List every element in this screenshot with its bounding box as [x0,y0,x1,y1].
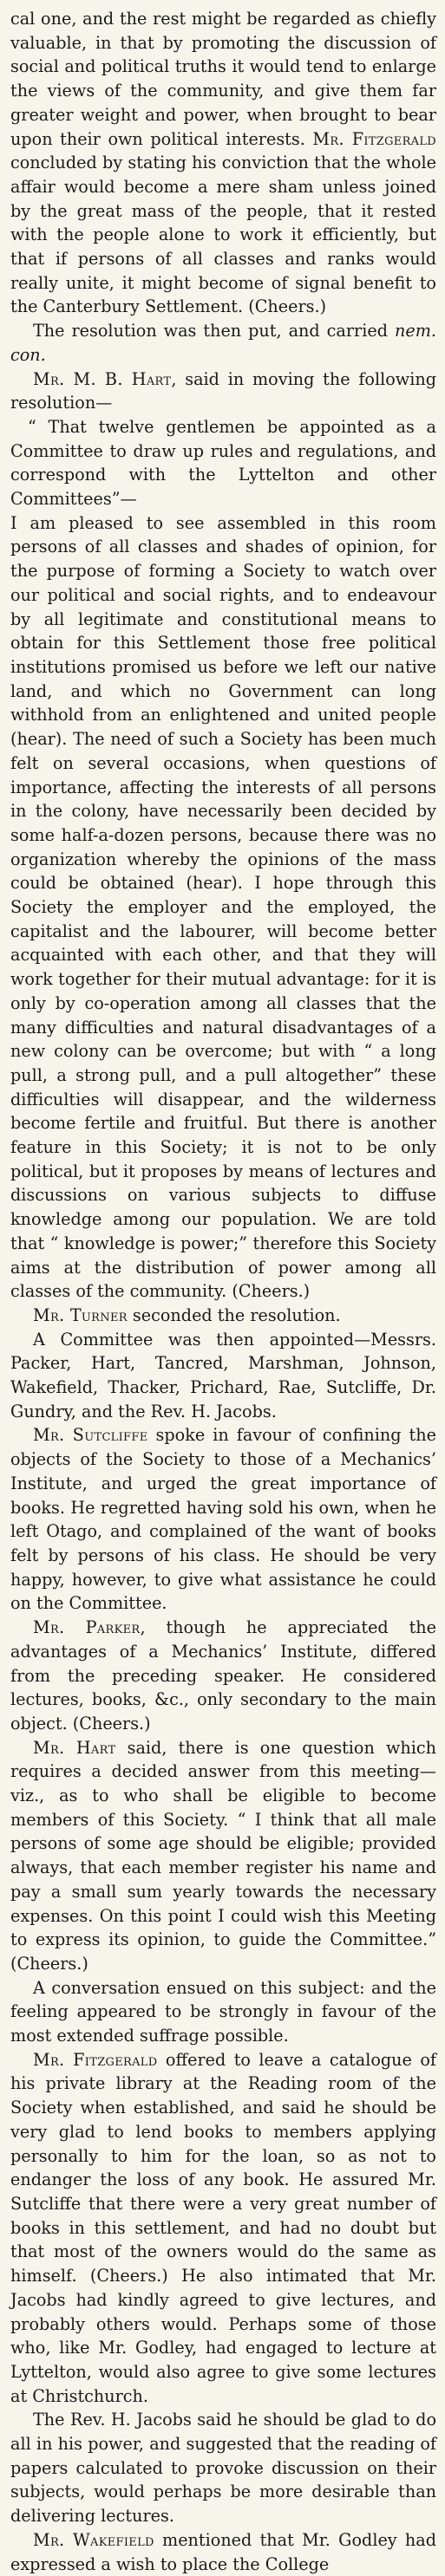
speaker-name: Mr. Fitzgerald [33,2049,158,2070]
paragraph-hart-moving [10,368,436,415]
text-run: I am pleased to see assembled in this room persons of all classes and shades of opinion, for the purpose of forming a Society to watch over our political and social rights, and to endeavour by all legitimate and constitutional means to obtain for this Settlement those free political institutions promised us before we left our native land, and which no Government can long withhold from an enlightened and united people (hear). The need of such a Society has been much felt on several occasions, when questions of importance, affecting the interests of all persons in the colony, have necessarily been decided by some half-a-dozen persons, because there was no organization whereby the opinions of the mass could be obtained (hear). I hope through this Society the employer and the employed, the capitalist and the labourer, will become better acquainted with each other, and that they will work together for their mutual advantage: for it is only by co-operation among all classes that the many difficulties and natural disadvantages of a new colony can be overcome; but with “ a long pull, a strong pull, and a pull altogether” these difficulties will disappear, and the wilderness become fertile and fruitful. But there is another feature in this Society; it is not to be only political, but it proposes by means of lectures and discussions on various subjects to diffuse knowledge among our population. We are told that “ knowledge is power;” therefore this Society aims at the distribution of power among all classes of the community. (Cheers.) [10,512,436,1302]
speaker-name: Mr. Wakefield [33,2529,154,2550]
paragraph-hart-eligibility [10,1736,436,1976]
paragraph-fitzgerald-conclusion [10,7,436,319]
text-run: “ That twelve gentlemen be appointed as a Committee to draw up rules and regulations, and correspond with the Lyttelton and other Committees”— [10,416,436,510]
text-run: mentioned that Mr. Godley had expressed a wish to place the College [10,2529,437,2574]
speaker-name: Mr. M. B. Hart [33,368,172,389]
text-run: , said in moving the following resolution— [10,368,436,413]
text-run: spoke in favour of confining the objects of the Society to those of a Mechanics’ Institute, and urged the great importance of books. He regretted having sold his own, when he left Otago, and complained of the want of books felt by persons of his class. He should be very happy, however, to give what assistance he could on the Committee. [10,1425,436,1614]
paragraph-motion-quote [10,415,436,511]
text-run: The Rev. H. Jacobs said he should be glad to do all in his power, and suggested that the reading of papers calculated to provoke discussion on their subjects, would perhaps be more desirable than delivering lectures. [10,2410,436,2527]
text-run: A Committee was then appointed—Messrs. Packer, Hart, Tancred, Marshman, Johnson, Wakefield, Thacker, Prichard, Rae, Sutcliffe, Dr. Gundry, and the Rev. H. Jacobs. [10,1329,436,1421]
text-run: offered to leave a catalogue of his private library at the Reading room of the Society when established, and said he should be very glad to lend books to members applying personally to him for the loan, so as not to endanger the loss of any book. He assured Mr. Sutcliffe that there were a very great number of books in this settlement, and had no doubt but that most of the owners would do the same as himself. (Cheers.) He also intimated that Mr. Jacobs had kindly agreed to give lectures, and probably others would. Perhaps some of those who, like Mr. Godley, had engaged to lecture at Lyttelton, would also agree to give some lectures at Christchurch. [10,2049,437,2406]
speaker-name: Mr. Hart [33,1737,116,1758]
text-run: seconded the resolution. [127,1304,341,1325]
text-run: said, there is one question which requires a decided answer from this meeting—viz., as to who shall be eligible to become members of this Society. “ I think that all male persons of some age should be eligible; provided always, that each member register his name and pay a small sum yearly towards the necessary expenses. On this point I could wish this Meeting to express its opinion, to guide the Committee.” (Cheers.) [10,1737,437,1974]
speaker-name: Mr. Fitzgerald [312,128,437,149]
text-run: cal one, and the rest might be regarded as chiefly valuable, in that by promoting the discussion of social and political truths it would tend to enlarge the views of the community, and give them far greater weight and power, when brought to bear upon their own political interests. [10,9,436,149]
paragraph-hart-speech [10,511,436,1304]
speaker-name: Mr. Sutcliffe [33,1425,148,1446]
speaker-name: Mr. Turner [33,1304,128,1325]
speaker-name: Mr. Parker [33,1617,141,1638]
paragraph-parker [10,1616,436,1736]
latin-phrase: nem. con. [10,321,436,365]
text-run: A conversation ensued on this subject: and the feeling appeared to be strongly in favour of the most extended suffrage possible. [10,1977,436,2046]
text-run: The resolution was then put, and carried [33,321,395,342]
paragraph-committee-appointed [10,1328,436,1424]
paragraph-sutcliffe [10,1423,436,1616]
text-run: concluded by stating his conviction that the whole affair would become a mere sham unless joined by the great mass of the people, that it rested with the people alone to work it efficiently, but that if persons of all classes and ranks would really unite, it might become of signal benefit to the Canterbury Settlement. (Cheers.) [10,153,436,317]
paragraph-conversation [10,1976,436,2048]
paragraph-resolution-carried [10,319,436,367]
paragraph-turner-seconded [10,1304,436,1328]
paragraph-jacobs [10,2408,436,2528]
text-run: , though he appreciated the advantages of a Mechanics’ Institute, differed from the preceding speaker. He considered lectures, books, &c., only secondary to the main object. (Cheers.) [10,1617,436,1734]
paragraph-wakefield [10,2528,436,2576]
paragraph-fitzgerald-library [10,2048,436,2409]
